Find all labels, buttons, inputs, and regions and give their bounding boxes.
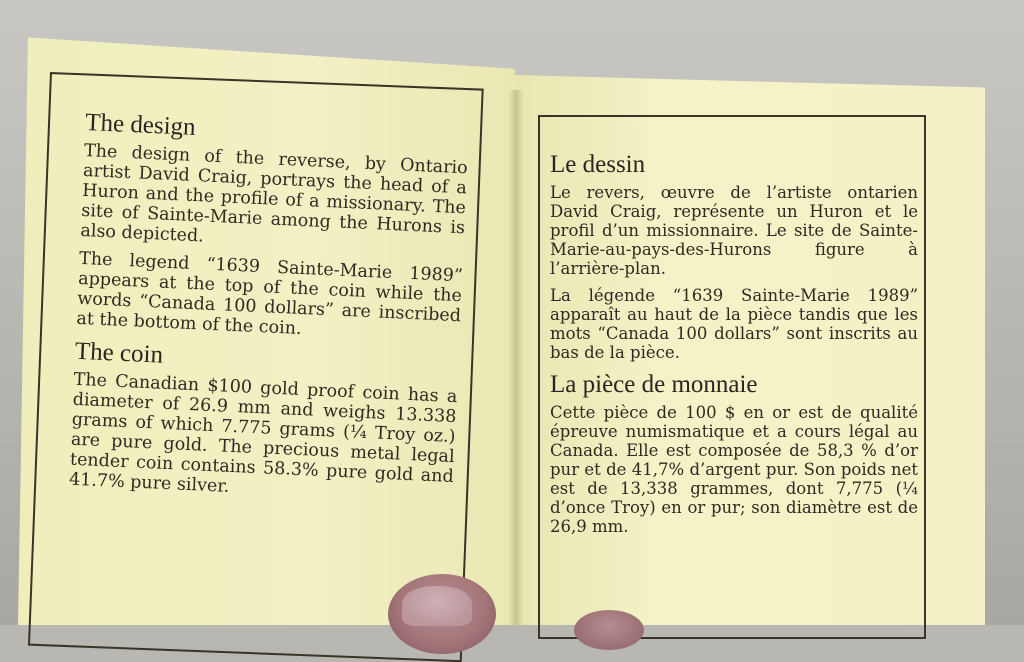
design-section-en [76,108,470,346]
french-column [550,150,918,544]
thumbnail-nail [402,586,472,626]
second-thumb [574,610,644,650]
english-column [68,108,469,515]
coin-paragraph-fr: Cette pièce de 100 $ en or est de qualité épreuve numismatique et a cours légal au Canada. Elle est composée de 58,3 % d’or pur et de 41,7% d’argent pur. Son poids net est de 13,338 grammes, dont 7,775 (¼ d’once Troy) en or pur; son diamètre est de 26,9 mm. [550,403,918,536]
coin-section-fr [550,370,918,536]
design-paragraph-1-en: The design of the reverse, by Ontario artist David Craig, portrays the head of a Huron and the profile of a missionary. The site of Sainte-Marie among the Hurons is also depicted. [79,140,469,247]
design-paragraph-2-fr: La légende “1639 Sainte-Marie 1989” apparaît au haut de la pièce tandis que les mots “Canada 100 dollars” sont inscrits au bas de la pièce. [550,286,918,362]
booklet-spine [508,90,524,625]
coin-paragraph-en: The Canadian $100 gold proof coin has a diameter of 26.9 mm and weighs 13.338 grams of which 7.775 grams (¼ Troy oz.) are pure gold. The precious metal legal tender coin contains 58.3% pure gold and 41.7% pure silver. [68,369,458,497]
design-paragraph-2-en: The legend “1639 Sainte-Marie 1989” appears at the top of the coin while the words “Canada 100 dollars” are inscribed at the bottom of the coin. [75,248,464,339]
coin-section-en [69,337,460,507]
coin-heading-fr: La pièce de monnaie [550,371,758,398]
design-section-fr [550,150,918,362]
design-heading-en: The design [84,108,197,141]
design-heading-fr: Le dessin [550,151,646,178]
design-paragraph-1-fr: Le revers, œuvre de l’artiste ontarien David Craig, représente un Huron et le profil d’un missionnaire. Le site de Sainte-Marie-au-pays-des-Hurons figure à l’arrière-plan. [550,183,918,278]
coin-heading-en: The coin [74,337,164,369]
